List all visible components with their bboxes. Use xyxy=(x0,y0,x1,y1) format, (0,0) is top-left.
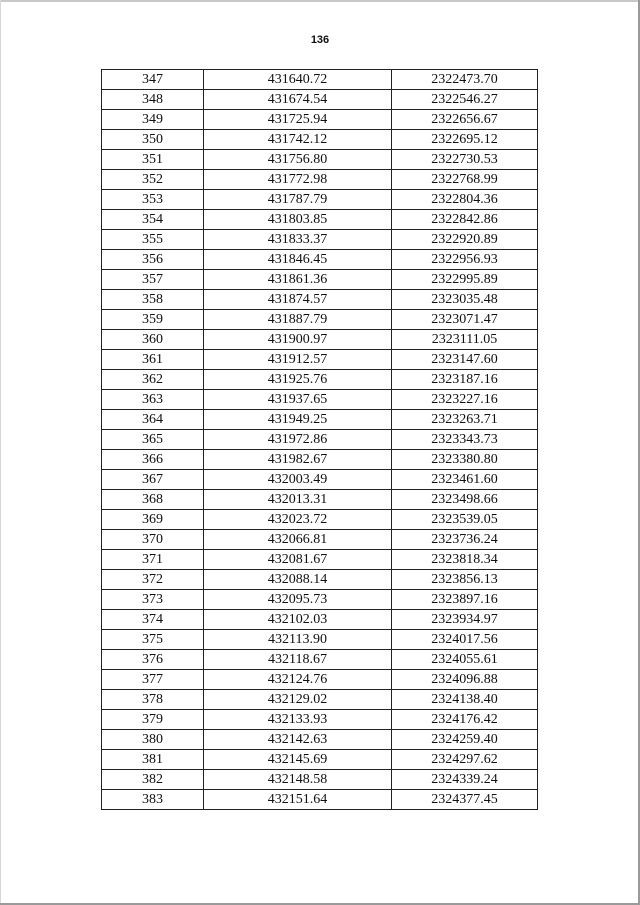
x-coordinate-cell: 432142.63 xyxy=(204,730,392,750)
x-coordinate-cell: 431787.79 xyxy=(204,190,392,210)
x-coordinate-cell: 432102.03 xyxy=(204,610,392,630)
x-coordinate-cell: 431949.25 xyxy=(204,410,392,430)
x-coordinate-cell: 432095.73 xyxy=(204,590,392,610)
x-coordinate-cell: 432023.72 xyxy=(204,510,392,530)
y-coordinate-cell: 2323380.80 xyxy=(392,450,538,470)
table-row xyxy=(102,510,538,530)
point-number-cell: 360 xyxy=(102,330,204,350)
page-number: 136 xyxy=(310,34,330,46)
y-coordinate-cell: 2322804.36 xyxy=(392,190,538,210)
y-coordinate-cell: 2322473.70 xyxy=(392,70,538,90)
point-number-cell: 350 xyxy=(102,130,204,150)
y-coordinate-cell: 2323818.34 xyxy=(392,550,538,570)
table-row xyxy=(102,350,538,370)
table-row xyxy=(102,110,538,130)
y-coordinate-cell: 2324339.24 xyxy=(392,770,538,790)
coordinates-table-body xyxy=(102,70,538,810)
point-number-cell: 379 xyxy=(102,710,204,730)
table-row xyxy=(102,390,538,410)
point-number-cell: 363 xyxy=(102,390,204,410)
x-coordinate-cell: 432148.58 xyxy=(204,770,392,790)
table-row xyxy=(102,210,538,230)
x-coordinate-cell: 431756.80 xyxy=(204,150,392,170)
point-number-cell: 356 xyxy=(102,250,204,270)
table-row xyxy=(102,330,538,350)
y-coordinate-cell: 2323035.48 xyxy=(392,290,538,310)
point-number-cell: 373 xyxy=(102,590,204,610)
y-coordinate-cell: 2323343.73 xyxy=(392,430,538,450)
table-row xyxy=(102,650,538,670)
y-coordinate-cell: 2324096.88 xyxy=(392,670,538,690)
table-row xyxy=(102,630,538,650)
table-row xyxy=(102,670,538,690)
point-number-cell: 365 xyxy=(102,430,204,450)
point-number-cell: 353 xyxy=(102,190,204,210)
x-coordinate-cell: 432118.67 xyxy=(204,650,392,670)
point-number-cell: 381 xyxy=(102,750,204,770)
y-coordinate-cell: 2323263.71 xyxy=(392,410,538,430)
y-coordinate-cell: 2323071.47 xyxy=(392,310,538,330)
y-coordinate-cell: 2323498.66 xyxy=(392,490,538,510)
point-number-cell: 351 xyxy=(102,150,204,170)
point-number-cell: 347 xyxy=(102,70,204,90)
point-number-cell: 364 xyxy=(102,410,204,430)
y-coordinate-cell: 2324176.42 xyxy=(392,710,538,730)
y-coordinate-cell: 2322956.93 xyxy=(392,250,538,270)
x-coordinate-cell: 431912.57 xyxy=(204,350,392,370)
y-coordinate-cell: 2322842.86 xyxy=(392,210,538,230)
y-coordinate-cell: 2323187.16 xyxy=(392,370,538,390)
table-row xyxy=(102,250,538,270)
point-number-cell: 359 xyxy=(102,310,204,330)
x-coordinate-cell: 432066.81 xyxy=(204,530,392,550)
point-number-cell: 368 xyxy=(102,490,204,510)
x-coordinate-cell: 432013.31 xyxy=(204,490,392,510)
table-row xyxy=(102,770,538,790)
y-coordinate-cell: 2322920.89 xyxy=(392,230,538,250)
x-coordinate-cell: 431640.72 xyxy=(204,70,392,90)
point-number-cell: 382 xyxy=(102,770,204,790)
point-number-cell: 352 xyxy=(102,170,204,190)
x-coordinate-cell: 432124.76 xyxy=(204,670,392,690)
table-row xyxy=(102,690,538,710)
x-coordinate-cell: 431925.76 xyxy=(204,370,392,390)
point-number-cell: 367 xyxy=(102,470,204,490)
x-coordinate-cell: 431742.12 xyxy=(204,130,392,150)
x-coordinate-cell: 431772.98 xyxy=(204,170,392,190)
table-row xyxy=(102,450,538,470)
x-coordinate-cell: 431861.36 xyxy=(204,270,392,290)
x-coordinate-cell: 432151.64 xyxy=(204,790,392,810)
table-row xyxy=(102,730,538,750)
table-row xyxy=(102,430,538,450)
y-coordinate-cell: 2323856.13 xyxy=(392,570,538,590)
x-coordinate-cell: 432145.69 xyxy=(204,750,392,770)
table-row xyxy=(102,310,538,330)
y-coordinate-cell: 2324017.56 xyxy=(392,630,538,650)
point-number-cell: 369 xyxy=(102,510,204,530)
table-row xyxy=(102,750,538,770)
point-number-cell: 372 xyxy=(102,570,204,590)
point-number-cell: 358 xyxy=(102,290,204,310)
point-number-cell: 377 xyxy=(102,670,204,690)
x-coordinate-cell: 432088.14 xyxy=(204,570,392,590)
x-coordinate-cell: 431900.97 xyxy=(204,330,392,350)
point-number-cell: 376 xyxy=(102,650,204,670)
y-coordinate-cell: 2323111.05 xyxy=(392,330,538,350)
y-coordinate-cell: 2323736.24 xyxy=(392,530,538,550)
table-row xyxy=(102,710,538,730)
point-number-cell: 348 xyxy=(102,90,204,110)
table-row xyxy=(102,230,538,250)
y-coordinate-cell: 2323461.60 xyxy=(392,470,538,490)
y-coordinate-cell: 2322768.99 xyxy=(392,170,538,190)
x-coordinate-cell: 431874.57 xyxy=(204,290,392,310)
point-number-cell: 378 xyxy=(102,690,204,710)
table-row xyxy=(102,370,538,390)
point-number-cell: 374 xyxy=(102,610,204,630)
table-row xyxy=(102,270,538,290)
y-coordinate-cell: 2324138.40 xyxy=(392,690,538,710)
page-edge-left xyxy=(0,0,1,905)
point-number-cell: 366 xyxy=(102,450,204,470)
point-number-cell: 354 xyxy=(102,210,204,230)
x-coordinate-cell: 432003.49 xyxy=(204,470,392,490)
table-row xyxy=(102,190,538,210)
y-coordinate-cell: 2322995.89 xyxy=(392,270,538,290)
table-row xyxy=(102,550,538,570)
table-row xyxy=(102,530,538,550)
x-coordinate-cell: 431725.94 xyxy=(204,110,392,130)
point-number-cell: 371 xyxy=(102,550,204,570)
table-row xyxy=(102,570,538,590)
page-edge-top xyxy=(0,0,640,2)
y-coordinate-cell: 2323934.97 xyxy=(392,610,538,630)
table-row xyxy=(102,150,538,170)
table-row xyxy=(102,790,538,810)
point-number-cell: 349 xyxy=(102,110,204,130)
y-coordinate-cell: 2324259.40 xyxy=(392,730,538,750)
y-coordinate-cell: 2322730.53 xyxy=(392,150,538,170)
point-number-cell: 380 xyxy=(102,730,204,750)
coordinates-table xyxy=(101,69,538,810)
table-row xyxy=(102,610,538,630)
y-coordinate-cell: 2323227.16 xyxy=(392,390,538,410)
y-coordinate-cell: 2323147.60 xyxy=(392,350,538,370)
table-row xyxy=(102,90,538,110)
point-number-cell: 357 xyxy=(102,270,204,290)
table-row xyxy=(102,170,538,190)
point-number-cell: 361 xyxy=(102,350,204,370)
x-coordinate-cell: 431887.79 xyxy=(204,310,392,330)
x-coordinate-cell: 432113.90 xyxy=(204,630,392,650)
table-row xyxy=(102,130,538,150)
point-number-cell: 370 xyxy=(102,530,204,550)
y-coordinate-cell: 2323539.05 xyxy=(392,510,538,530)
x-coordinate-cell: 431982.67 xyxy=(204,450,392,470)
table-row xyxy=(102,590,538,610)
table-row xyxy=(102,490,538,510)
x-coordinate-cell: 431972.86 xyxy=(204,430,392,450)
x-coordinate-cell: 431937.65 xyxy=(204,390,392,410)
x-coordinate-cell: 432081.67 xyxy=(204,550,392,570)
y-coordinate-cell: 2322695.12 xyxy=(392,130,538,150)
point-number-cell: 355 xyxy=(102,230,204,250)
point-number-cell: 383 xyxy=(102,790,204,810)
table-row xyxy=(102,470,538,490)
y-coordinate-cell: 2322546.27 xyxy=(392,90,538,110)
y-coordinate-cell: 2322656.67 xyxy=(392,110,538,130)
y-coordinate-cell: 2324377.45 xyxy=(392,790,538,810)
y-coordinate-cell: 2324055.61 xyxy=(392,650,538,670)
x-coordinate-cell: 432133.93 xyxy=(204,710,392,730)
y-coordinate-cell: 2324297.62 xyxy=(392,750,538,770)
x-coordinate-cell: 431846.45 xyxy=(204,250,392,270)
x-coordinate-cell: 431803.85 xyxy=(204,210,392,230)
table-row xyxy=(102,70,538,90)
table-row xyxy=(102,410,538,430)
point-number-cell: 362 xyxy=(102,370,204,390)
x-coordinate-cell: 432129.02 xyxy=(204,690,392,710)
y-coordinate-cell: 2323897.16 xyxy=(392,590,538,610)
table-row xyxy=(102,290,538,310)
x-coordinate-cell: 431833.37 xyxy=(204,230,392,250)
point-number-cell: 375 xyxy=(102,630,204,650)
x-coordinate-cell: 431674.54 xyxy=(204,90,392,110)
